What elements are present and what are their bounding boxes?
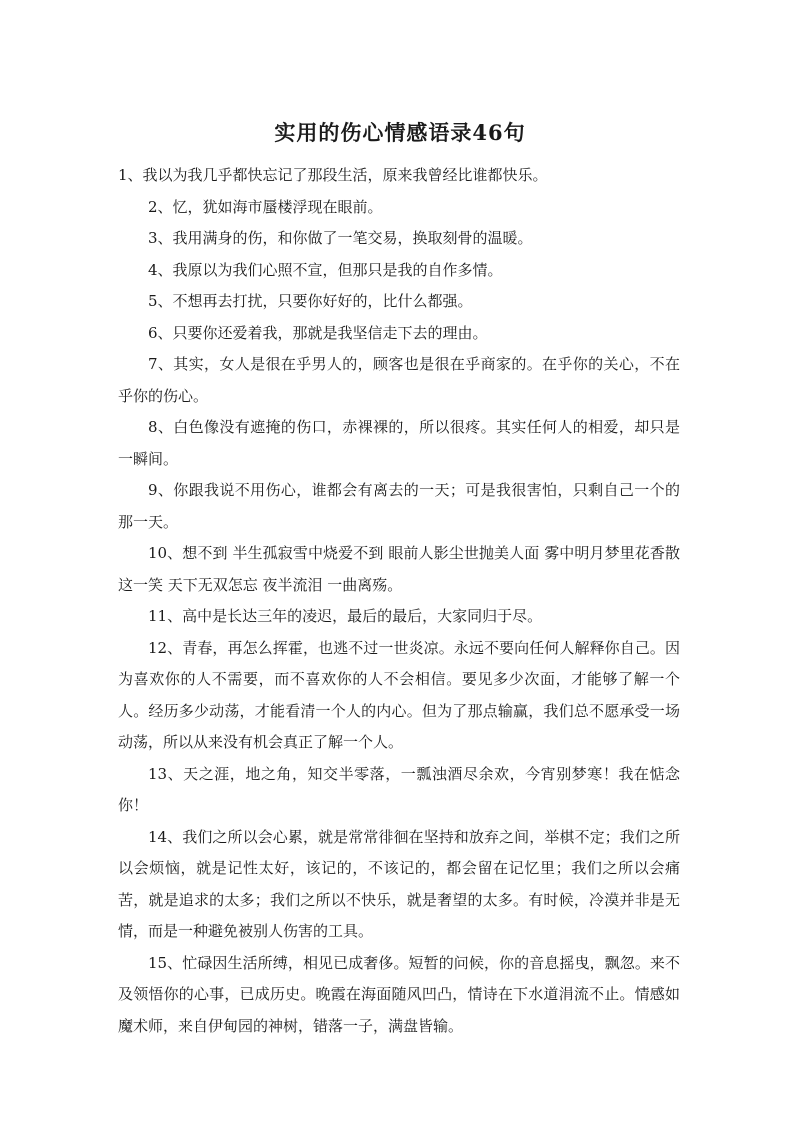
paragraph: 13、天之涯，地之角，知交半零落，一瓢浊酒尽余欢，今宵别梦寒！我在惦念你！ xyxy=(118,764,680,814)
paragraph: 1、我以为我几乎都快忘记了那段生活，原来我曾经比谁都快乐。 xyxy=(118,166,548,184)
paragraph: 14、我们之所以会心累，就是常常徘徊在坚持和放弃之间，举棋不定；我们之所以会烦恼，就是记性太好，该记的，不该记的，都会留在记忆里；我们之所以会痛苦，就是追求的太多；我们之所以不快乐，就是奢望的太多。有时候，冷漠并非是无情，而是一种避免被别人伤害的工具。 xyxy=(118,827,680,940)
document-body xyxy=(118,160,680,1042)
paragraph: 3、我用满身的伤，和你做了一笔交易，换取刻骨的温暖。 xyxy=(148,229,533,247)
paragraph: 15、忙碌因生活所缚，相见已成奢侈。短暂的问候，你的音息摇曳，飘忽。来不及领悟你的心事，已成历史。晚霞在海面随风凹凸，情诗在下水道涓流不止。情感如魔术师，来自伊甸园的神树，错落一子，满盘皆输。 xyxy=(118,953,680,1035)
paragraph: 5、不想再去打扰，只要你好好的，比什么都强。 xyxy=(148,292,473,310)
paragraph: 8、白色像没有遮掩的伤口，赤裸裸的，所以很疼。其实任何人的相爱，却只是一瞬间。 xyxy=(118,418,680,468)
paragraph: 6、只要你还爱着我，那就是我坚信走下去的理由。 xyxy=(148,323,488,342)
paragraph: 12、青春，再怎么挥霍，也逃不过一世炎凉。永远不要向任何人解释你自己。因为喜欢你的人不需要，而不喜欢你的人不会相信。要见多少次面，才能够了解一个人。经历多少动荡，才能看清一个人的内心。但为了那点输赢，我们总不愿承受一场动荡，所以从来没有机会真正了解一个人。 xyxy=(118,638,680,751)
paragraph: 11、高中是长达三年的凌迟，最后的最后，大家同归于尽。 xyxy=(148,607,543,625)
paragraph: 9、你跟我说不用伤心，谁都会有离去的一天；可是我很害怕，只剩自己一个的那一天。 xyxy=(118,481,680,531)
paragraph: 4、我原以为我们心照不宣，但那只是我的自作多情。 xyxy=(148,260,503,279)
paragraph: 10、想不到 半生孤寂雪中烧爱不到 眼前人影尘世抛美人面 雾中明月梦里花香散这一笑 天下无双怎忘 夜半流泪 一曲离殇。 xyxy=(118,544,680,594)
page-title: 实用的伤心情感语录46句 xyxy=(274,120,526,145)
paragraph: 2、忆，犹如海市蜃楼浮现在眼前。 xyxy=(148,197,383,216)
paragraph: 7、其实，女人是很在乎男人的，顾客也是很在乎商家的。在乎你的关心，不在乎你的伤心。 xyxy=(118,355,680,405)
